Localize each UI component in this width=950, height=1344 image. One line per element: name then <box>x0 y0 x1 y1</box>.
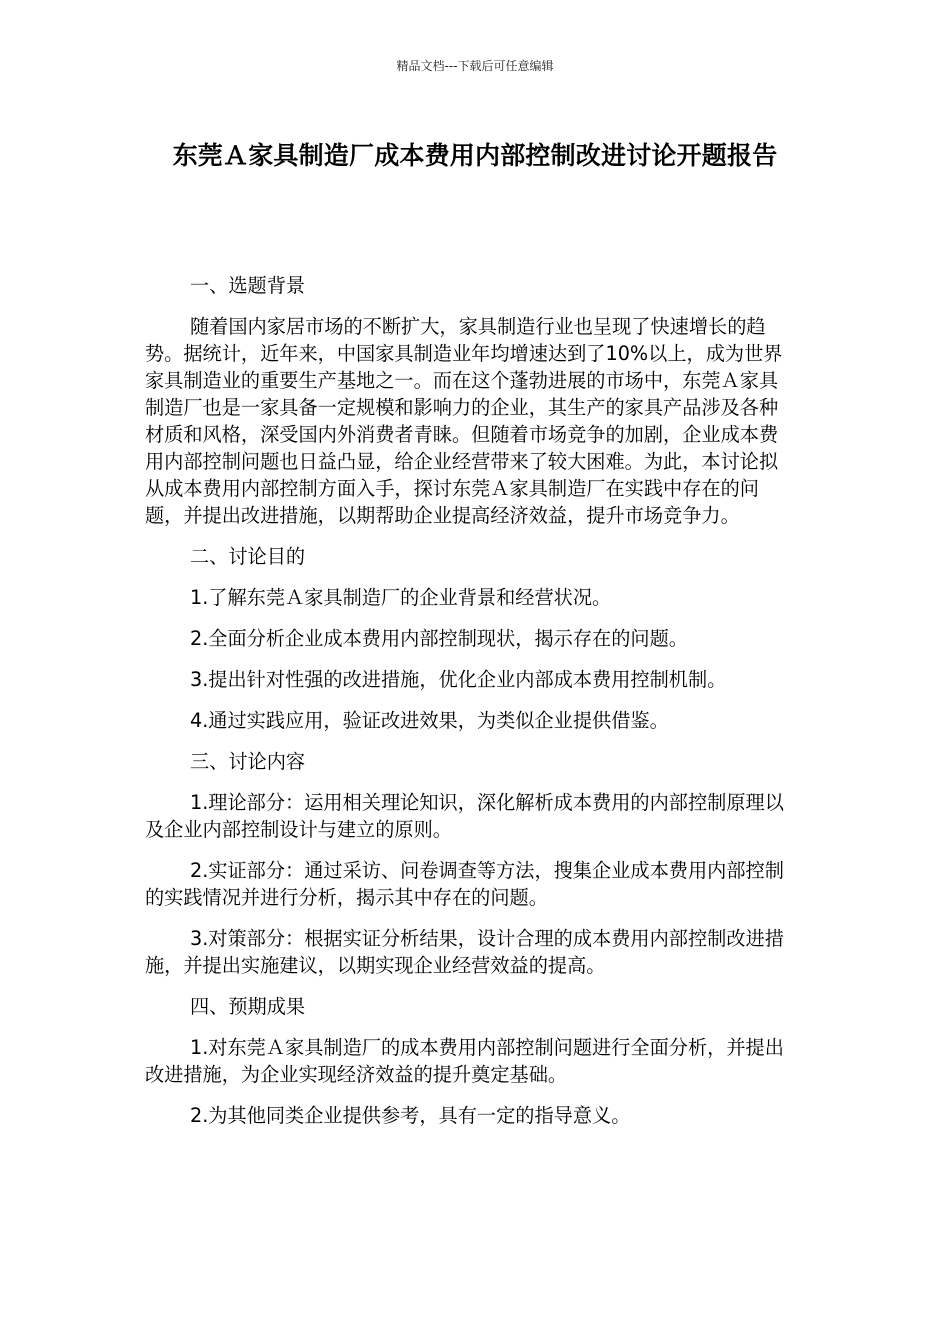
document-title: 东莞Ａ家具制造厂成本费用内部控制改进讨论开题报告 <box>172 141 778 170</box>
section-heading-purpose: 二、讨论目的 <box>190 545 306 568</box>
document-body <box>145 272 793 1143</box>
section-heading-background: 一、选题背景 <box>190 274 306 297</box>
section-heading-expected-results: 四、预期成果 <box>190 995 306 1018</box>
header-watermark: 精品文档---下载后可任意编辑 <box>396 59 554 73</box>
content-item-2: 2.实证部分：通过采访、问卷调查等方法，搜集企业成本费用内部控制的实践情况并进行分析，揭示其中存在的问题。 <box>145 859 784 909</box>
paragraph-background: 随着国内家居市场的不断扩大，家具制造行业也呈现了快速增长的趋势。据统计，近年来，中国家具制造业年均增速达到了10%以上，成为世界家具制造业的重要生产基地之一。而在这个蓬勃进展的市场中，东莞Ａ家具制造厂也是一家具备一定规模和影响力的企业，其生产的家具产品涉及各种材质和风格，深受国内外消费者青睐。但随着市场竞争的加剧，企业成本费用内部控制问题也日益凸显，给企业经营带来了较大困难。为此，本讨论拟从成本费用内部控制方面入手，探讨东莞Ａ家具制造厂在实践中存在的问题，并提出改进措施，以期帮助企业提高经济效益，提升市场竞争力。 <box>145 315 783 527</box>
purpose-item-1: 1.了解东莞Ａ家具制造厂的企业背景和经营状况。 <box>190 586 612 609</box>
result-item-2: 2.为其他同类企业提供参考，具有一定的指导意义。 <box>190 1104 631 1127</box>
result-item-1: 1.对东莞Ａ家具制造厂的成本费用内部控制问题进行全面分析，并提出改进措施，为企业实现经济效益的提升奠定基础。 <box>145 1036 784 1086</box>
content-item-3: 3.对策部分：根据实证分析结果，设计合理的成本费用内部控制改进措施，并提出实施建议，以期实现企业经营效益的提高。 <box>145 927 784 977</box>
section-heading-content: 三、讨论内容 <box>190 750 306 773</box>
purpose-item-4: 4.通过实践应用，验证改进效果，为类似企业提供借鉴。 <box>190 709 669 732</box>
purpose-item-2: 2.全面分析企业成本费用内部控制现状，揭示存在的问题。 <box>190 627 688 650</box>
content-item-1: 1.理论部分：运用相关理论知识，深化解析成本费用的内部控制原理以及企业内部控制设计与建立的原则。 <box>145 791 784 841</box>
purpose-item-3: 3.提出针对性强的改进措施，优化企业内部成本费用控制机制。 <box>190 668 727 691</box>
